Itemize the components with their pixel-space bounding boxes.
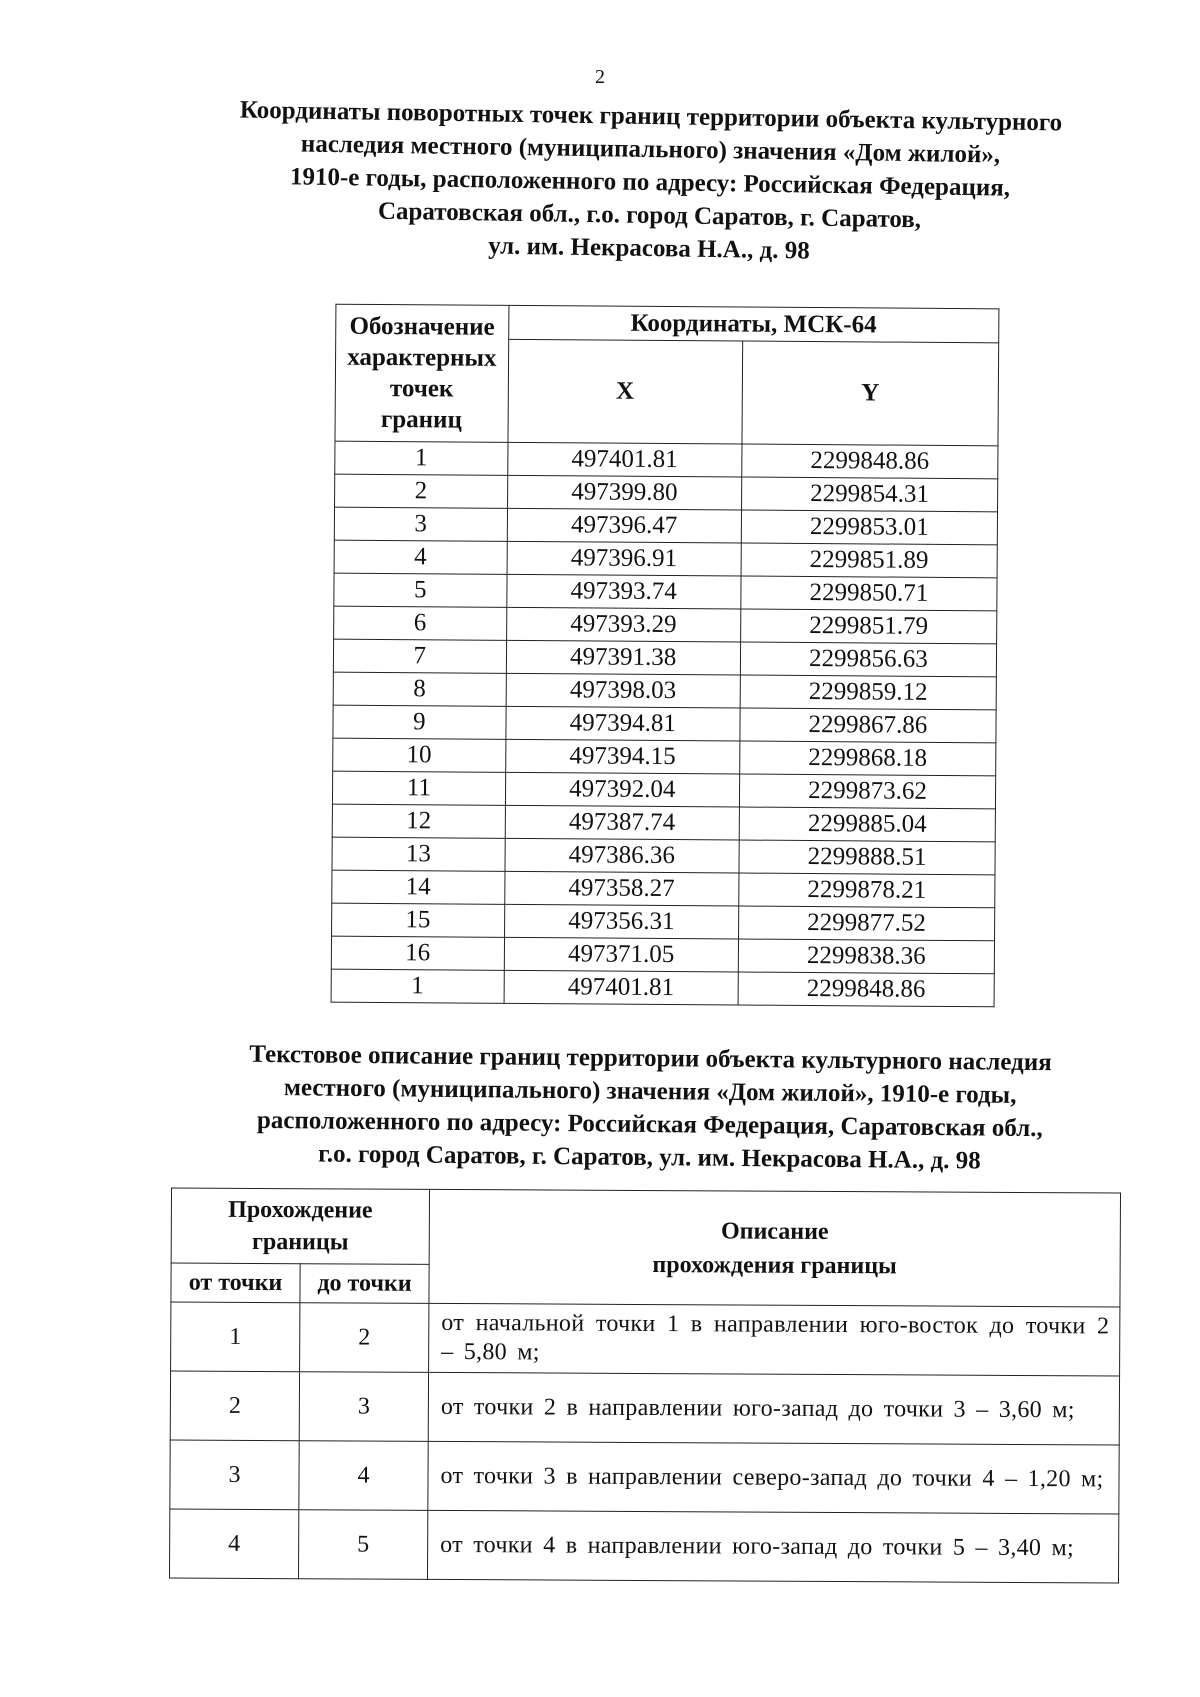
y-coordinate: 2299850.71 (741, 576, 997, 611)
y-coordinate: 2299867.86 (740, 708, 996, 743)
point-number: 11 (332, 771, 505, 805)
header-from-point: от точки (171, 1263, 300, 1303)
point-number: 6 (334, 606, 507, 640)
header-label-line: границ (380, 406, 463, 434)
coordinate-row (331, 936, 994, 974)
header-description-line: Описание (720, 1217, 829, 1245)
heading-line: местного (муниципального) значения «Дом жилой», 1910-е годы, (283, 1074, 1017, 1109)
y-coordinate: 2299877.52 (738, 906, 994, 941)
x-coordinate: 497358.27 (504, 871, 739, 906)
from-point: 4 (169, 1509, 298, 1579)
header-to-point: до точки (300, 1264, 429, 1304)
heading-line: Координаты поворотных точек границ территории объекта культурного (239, 96, 1063, 137)
coordinate-row (332, 804, 995, 842)
x-coordinate: 497391.38 (506, 640, 741, 675)
x-coordinate: 497386.36 (505, 838, 740, 873)
from-point: 1 (171, 1302, 300, 1372)
to-point: 5 (298, 1510, 427, 1580)
heading-line: Текстовое описание границ территории объекта культурного наследия (249, 1040, 1052, 1077)
y-coordinate: 2299851.89 (741, 543, 997, 578)
x-coordinate: 497393.29 (506, 607, 741, 642)
y-coordinate: 2299853.01 (741, 510, 997, 545)
y-coordinate: 2299888.51 (739, 840, 995, 875)
coordinate-row (332, 903, 995, 941)
point-number: 12 (332, 804, 505, 838)
x-coordinate: 497371.05 (504, 937, 739, 972)
x-coordinate: 497387.74 (505, 805, 740, 840)
coordinates-heading (169, 92, 1131, 272)
coordinate-row (335, 474, 998, 512)
x-coordinate: 497396.47 (507, 508, 742, 543)
x-coordinate: 497392.04 (505, 772, 740, 807)
header-point-designation (335, 304, 509, 442)
y-coordinate: 2299859.12 (740, 675, 996, 710)
y-coordinate: 2299873.62 (739, 774, 995, 809)
y-coordinate: 2299885.04 (739, 807, 995, 842)
x-coordinate: 497394.81 (506, 706, 741, 741)
header-label-line: точек (389, 375, 454, 403)
heading-line: ул. им. Некрасова Н.А., д. 98 (487, 232, 810, 265)
segment-description: от начальной точки 1 в направлении юго-восток до точки 2 – 5,80 м; (429, 1303, 1120, 1376)
y-coordinate: 2299848.86 (738, 972, 994, 1007)
description-table (169, 1188, 1121, 1584)
x-coordinate: 497401.81 (504, 970, 739, 1005)
to-point: 4 (299, 1441, 428, 1511)
point-number: 8 (333, 672, 506, 706)
description-heading (159, 1037, 1140, 1179)
x-coordinate: 497398.03 (506, 673, 741, 708)
x-coordinate: 497396.91 (507, 541, 742, 576)
point-number: 3 (334, 507, 507, 541)
point-number: 1 (331, 969, 504, 1003)
coordinate-row (333, 705, 996, 743)
header-description-line: прохождения границы (652, 1251, 897, 1279)
coordinate-row (332, 870, 995, 908)
y-coordinate: 2299854.31 (741, 477, 997, 512)
segment-description: от точки 3 в направлении северо-запад до точки 4 – 1,20 м; (428, 1441, 1119, 1514)
header-coordinates: Координаты, МСК-64 (508, 305, 999, 343)
heading-line: Саратовская обл., г.о. город Саратов, г. Саратов, (377, 197, 922, 234)
coordinate-row (334, 606, 997, 644)
point-number: 16 (331, 936, 504, 970)
description-table-body (169, 1302, 1119, 1583)
header-x: X (508, 340, 743, 444)
coordinate-row (332, 837, 995, 875)
from-point: 2 (170, 1371, 299, 1441)
to-point: 3 (299, 1372, 428, 1442)
coordinate-row (334, 507, 997, 545)
point-number: 15 (332, 903, 505, 937)
header-boundary-passage (171, 1188, 429, 1264)
heading-line: расположенного по адресу: Российская Федерация, Саратовская обл., (256, 1106, 1043, 1143)
coordinate-row (333, 738, 996, 776)
x-coordinate: 497401.81 (507, 442, 742, 477)
description-row (171, 1302, 1120, 1376)
point-number: 4 (334, 540, 507, 574)
from-point: 3 (170, 1440, 299, 1510)
point-number: 13 (332, 837, 505, 871)
heading-line: 1910-е годы, расположенного по адресу: Российская Федерация, (289, 163, 1011, 202)
heading-line: наследия местного (муниципального) значения «Дом жилой», (300, 130, 1001, 169)
heading-line: г.о. город Саратов, г. Саратов, ул. им. Некрасова Н.А., д. 98 (318, 1140, 981, 1175)
y-coordinate: 2299838.36 (738, 939, 994, 974)
coordinate-row (333, 672, 996, 710)
description-row (170, 1440, 1119, 1514)
header-passage-line: границы (251, 1228, 349, 1256)
coordinate-row (331, 969, 994, 1007)
coordinates-table (331, 304, 1000, 1008)
point-number: 2 (335, 474, 508, 508)
x-coordinate: 497393.74 (506, 574, 741, 609)
header-label-line: Обозначение (349, 312, 495, 341)
coordinates-table-body (331, 441, 998, 1007)
description-row (169, 1509, 1118, 1583)
y-coordinate: 2299856.63 (740, 642, 996, 677)
point-number: 9 (333, 705, 506, 739)
to-point: 2 (300, 1303, 429, 1373)
coordinate-row (335, 441, 998, 479)
header-description (429, 1189, 1121, 1307)
segment-description: от точки 2 в направлении юго-запад до точки 3 – 3,60 м; (428, 1372, 1119, 1445)
page-number: 2 (595, 66, 605, 88)
header-label-line: характерных (347, 343, 497, 372)
point-number: 10 (333, 738, 506, 772)
x-coordinate: 497356.31 (504, 904, 739, 939)
coordinate-row (333, 639, 996, 677)
point-number: 7 (333, 639, 506, 673)
coordinate-row (332, 771, 995, 809)
point-number: 5 (334, 573, 507, 607)
x-coordinate: 497399.80 (507, 475, 742, 510)
segment-description: от точки 4 в направлении юго-запад до точки 5 – 3,40 м; (427, 1510, 1118, 1583)
y-coordinate: 2299848.86 (742, 444, 998, 479)
y-coordinate: 2299851.79 (740, 609, 996, 644)
coordinate-row (334, 573, 997, 611)
header-y: Y (742, 341, 999, 446)
y-coordinate: 2299868.18 (740, 741, 996, 776)
description-row (170, 1371, 1119, 1445)
header-passage-line: Прохождение (228, 1196, 373, 1224)
x-coordinate: 497394.15 (505, 739, 740, 774)
coordinate-row (334, 540, 997, 578)
point-number: 1 (335, 441, 508, 475)
y-coordinate: 2299878.21 (739, 873, 995, 908)
point-number: 14 (332, 870, 505, 904)
